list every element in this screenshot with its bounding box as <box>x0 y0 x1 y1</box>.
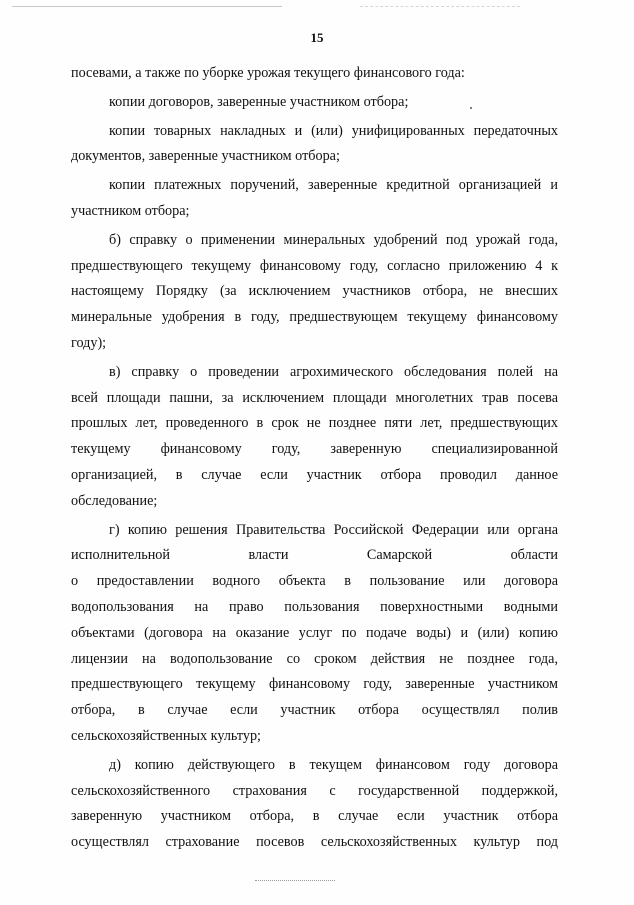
text-line: объектами (договора на оказание услуг по подаче воды) и (или) копию <box>71 624 558 641</box>
paragraph <box>71 119 558 171</box>
text-line: прошлых лет, проведенного в срок не позднее пяти лет, предшествующих <box>71 415 558 432</box>
paragraph <box>71 753 558 856</box>
paragraph <box>71 360 558 515</box>
text-line: предшествующего текущему финансовому году, заверенные участником <box>71 676 558 693</box>
text-line: лицензии на водопользование со сроком действия не позднее года, <box>71 650 558 667</box>
document-body <box>71 61 558 856</box>
text-line: предшествующего текущему финансовому году, согласно приложению 4 к <box>71 257 558 274</box>
text-line: году); <box>71 334 107 351</box>
paragraph <box>71 228 558 357</box>
text-line: водопользования на право пользования поверхностными водными <box>71 598 558 615</box>
text-line: минеральные удобрения в году, предшествующем текущему финансовому <box>71 309 558 326</box>
scan-edge-line <box>360 6 520 7</box>
text-line: настоящему Порядку (за исключением участников отбора, не внесших <box>71 283 558 300</box>
text-line: б) справку о применении минеральных удобрений под урожай года, <box>109 231 558 248</box>
paragraph <box>71 90 558 116</box>
text-line: копии договоров, заверенные участником отбора; <box>109 93 409 110</box>
text-line: всей площади пашни, за исключением площади многолетних трав посева <box>71 389 558 406</box>
text-line: исполнительной власти Самарской области <box>71 547 558 564</box>
text-line: в) справку о проведении агрохимического обследования полей на <box>109 363 558 380</box>
text-line: копии товарных накладных и (или) унифицированных передаточных <box>109 122 558 139</box>
text-line: организацией, в случае если участник отбора проводил данное <box>71 466 558 483</box>
paragraph <box>71 173 558 225</box>
text-line: текущему финансовому году, заверенную специализированной <box>71 441 558 458</box>
scan-edge-line <box>12 6 282 7</box>
text-line: о предоставлении водного объекта в пользование или договора <box>71 573 558 590</box>
text-line: посевами, а также по уборке урожая текущего финансового года: <box>71 65 465 81</box>
text-line: сельскохозяйственных культур; <box>71 727 261 744</box>
paragraph <box>71 518 558 750</box>
text-line: обследование; <box>71 492 158 509</box>
text-line: сельскохозяйственного страхования с государственной поддержкой, <box>71 782 558 799</box>
text-line: д) копию действующего в текущем финансовом году договора <box>109 756 558 773</box>
paragraph <box>71 61 558 87</box>
text-line: документов, заверенные участником отбора; <box>71 148 340 165</box>
text-line: г) копию решения Правительства Российской Федерации или органа <box>109 521 558 538</box>
text-line: участником отбора; <box>71 202 190 219</box>
text-line: отбора, в случае если участник отбора осуществлял полив <box>71 702 558 719</box>
text-line: копии платежных поручений, заверенные кредитной организацией и <box>109 177 558 194</box>
text-line: осуществлял страхование посевов сельскохозяйственных культур под <box>71 834 558 851</box>
scan-edge-line <box>255 880 335 881</box>
text-line: заверенную участником отбора, в случае если участник отбора <box>71 808 558 825</box>
page-number: 15 <box>310 30 324 45</box>
scan-speck <box>470 107 472 109</box>
